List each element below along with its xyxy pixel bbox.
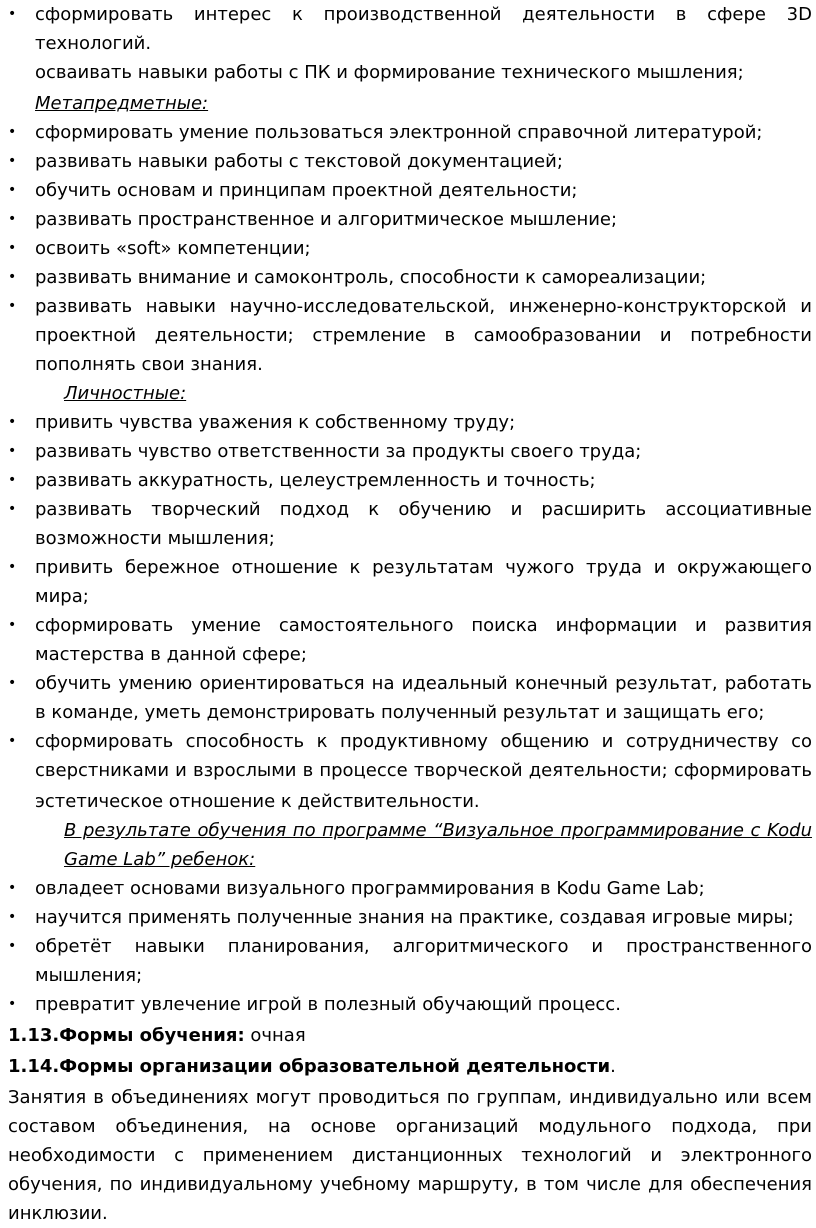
list-item-text: осваивать навыки работы с ПК и формирование технического мышления;	[35, 62, 744, 83]
list-item	[8, 118, 812, 147]
list-item-text: сформировать эстетическое отношение к действительности.	[35, 760, 812, 812]
list-item-text: освоить «soft» компетенции;	[35, 238, 311, 259]
list-item-text: развивать навыки научно-исследовательской, инженерно-конструкторской и проектной деятельности; стремление в самообразовании и потребности пополнять свои знания.	[35, 296, 812, 375]
personal-list	[8, 408, 812, 816]
list-item	[8, 932, 812, 990]
list-item-text: развивать чувство ответственности за продукты своего труда;	[35, 441, 642, 462]
section-title-dot: .	[610, 1056, 616, 1077]
list-item-text: привить чувства уважения к собственному труду;	[35, 412, 516, 433]
intro-list	[8, 0, 812, 89]
personal-heading: Личностные:	[64, 383, 187, 404]
list-item-text: сформировать умение самостоятельного поиска информации и развития мастерства в данной сфере;	[35, 615, 812, 665]
list-item-text: сформировать способность к продуктивному общению и сотрудничеству со сверстниками и взрослыми в процессе творческой деятельности;	[35, 731, 812, 781]
list-item-text: обучить умению ориентироваться на идеальный конечный результат, работать в команде, уметь демонстрировать полученный результат и защищать его;	[35, 673, 812, 723]
list-item	[8, 234, 812, 263]
list-item	[8, 611, 812, 669]
list-item-text: развивать навыки работы с текстовой документацией;	[35, 151, 563, 172]
list-item	[8, 874, 812, 903]
list-item-text: сформировать интерес к производственной деятельности в сфере 3D технологий.	[35, 4, 812, 54]
list-item	[8, 147, 812, 176]
section-title: 1.14.Формы организации образовательной деятельности	[8, 1056, 611, 1077]
list-item	[8, 263, 812, 292]
list-item	[8, 292, 812, 379]
list-item	[8, 466, 812, 495]
list-item	[8, 903, 812, 932]
list-item-text: развивать внимание и самоконтроль, способности к самореализации;	[35, 267, 707, 288]
section-paragraph: Занятия в объединениях могут проводиться по группам, индивидуально или всем составом объединения, на основе организаций модульного подхода, при необходимости с применением дистанционных технологий и электронного обучения, по индивидуальному учебному маршруту, в том числе для обеспечения инклюзии.	[8, 1087, 812, 1224]
list-item-text: превратит увлечение игрой в полезный обучающий процесс.	[35, 994, 621, 1015]
list-item	[8, 176, 812, 205]
meta-heading: Метапредметные:	[35, 93, 209, 114]
list-item-text: привить бережное отношение к результатам чужого труда и окружающего мира;	[35, 557, 812, 607]
results-heading: В результате обучения по программе “Визуальное программирование с Kodu Game Lab” ребенок:	[64, 820, 812, 870]
list-item	[8, 437, 812, 466]
list-item-text: развивать пространственное и алгоритмическое мышление;	[35, 209, 618, 230]
list-item-text: научится применять полученные знания на практике, создавая игровые миры;	[35, 907, 794, 928]
list-item	[8, 669, 812, 727]
list-item-text: обучить основам и принципам проектной деятельности;	[35, 180, 578, 201]
results-list	[8, 874, 812, 1019]
section-title: 1.13.Формы обучения:	[8, 1025, 245, 1046]
list-item-text: развивать аккуратность, целеустремленность и точность;	[35, 470, 596, 491]
list-item	[8, 553, 812, 611]
list-item-text: развивать творческий подход к обучению и расширить ассоциативные возможности мышления;	[35, 499, 812, 549]
list-item-text: сформировать умение пользоваться электронной справочной литературой;	[35, 122, 763, 143]
list-item	[8, 205, 812, 234]
list-item-text: обретёт навыки планирования, алгоритмического и пространственного мышления;	[35, 936, 812, 986]
list-item	[8, 727, 812, 816]
section-1-14	[8, 1052, 812, 1081]
list-item-boxed	[8, 58, 812, 89]
section-value: очная	[244, 1025, 306, 1046]
meta-list	[8, 118, 812, 379]
list-item	[8, 408, 812, 437]
list-item	[8, 0, 812, 58]
list-item	[8, 990, 812, 1019]
section-1-13	[8, 1021, 812, 1050]
list-item	[8, 495, 812, 553]
list-item-text: овладеет основами визуального программирования в Kodu Game Lab;	[35, 878, 705, 899]
